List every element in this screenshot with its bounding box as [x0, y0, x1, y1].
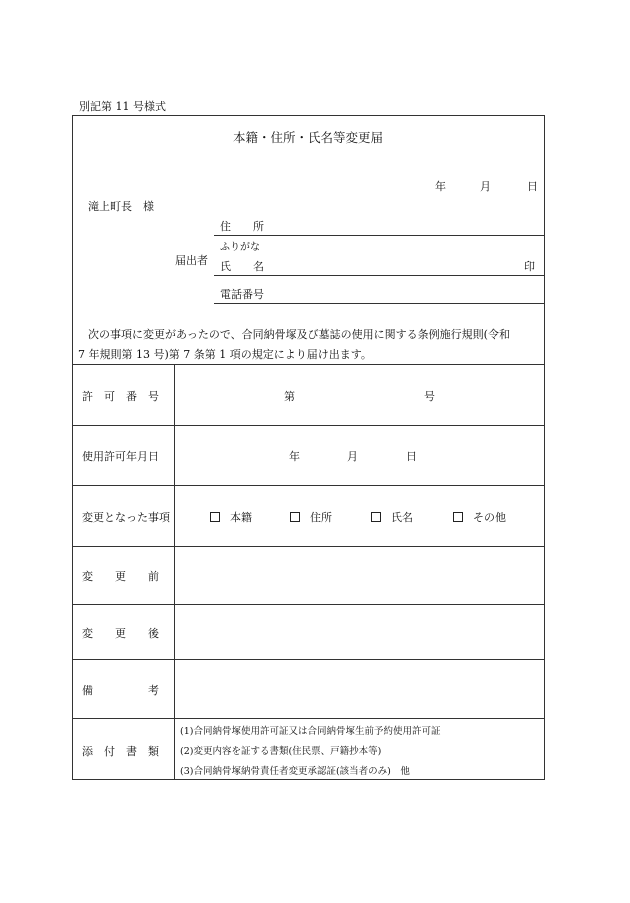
applicant-label: 届出者: [175, 254, 208, 267]
permit-number-go: 号: [424, 390, 435, 403]
checkbox-icon: [210, 512, 220, 522]
checkbox-address[interactable]: [290, 509, 332, 525]
before-label: 変 更 前: [82, 570, 159, 583]
checkbox-honseki[interactable]: [210, 509, 252, 525]
checkbox-label: その他: [473, 511, 506, 524]
table-top-line: [72, 364, 545, 365]
row-divider: [72, 604, 545, 605]
addressee: 滝上町長 様: [88, 200, 154, 213]
date-month-label: 月: [480, 180, 491, 193]
row-divider: [72, 485, 545, 486]
row-divider: [72, 718, 545, 719]
address-label: 住 所: [220, 220, 264, 233]
body-text-line1: 次の事項に変更があったので、合同納骨塚及び墓誌の使用に関する条例施行規則(令和: [88, 328, 510, 341]
permit-number-label: 許 可 番 号: [82, 390, 159, 403]
date-year-label: 年: [435, 180, 446, 193]
form-number: 別記第 11 号様式: [79, 100, 166, 113]
checkbox-icon: [290, 512, 300, 522]
row-divider: [72, 659, 545, 660]
name-line: [214, 275, 545, 276]
after-label: 変 更 後: [82, 627, 159, 640]
remarks-field[interactable]: [176, 661, 543, 716]
checkbox-icon: [453, 512, 463, 522]
attachment-item: (1)合同納骨塚使用許可証又は合同納骨塚生前予約使用許可証: [180, 726, 441, 737]
permit-date-month: 月: [347, 450, 358, 463]
row-divider: [72, 425, 545, 426]
label-column-divider: [174, 364, 175, 780]
after-field[interactable]: [176, 606, 543, 657]
permit-number-dai: 第: [284, 390, 295, 403]
attachment-item: (2)変更内容を証する書類(住民票、戸籍抄本等): [180, 746, 382, 757]
date-day-label: 日: [527, 180, 538, 193]
attachments-label: 添 付 書 類: [82, 745, 159, 758]
phone-line: [214, 303, 545, 304]
checkbox-label: 氏名: [391, 511, 413, 524]
changed-items-label: 変更となった事項: [82, 511, 170, 524]
body-text-line2: 7 年規則第 13 号)第 7 条第 1 項の規定により届け出ます。: [78, 348, 372, 361]
seal-mark: 印: [524, 260, 535, 273]
checkbox-icon: [371, 512, 381, 522]
remarks-label: 備 考: [82, 684, 159, 697]
checkbox-label: 住所: [310, 511, 332, 524]
permit-date-label: 使用許可年月日: [82, 450, 159, 463]
checkbox-other[interactable]: [453, 509, 506, 525]
checkbox-name[interactable]: [371, 509, 413, 525]
furigana-label: ふりがな: [220, 242, 260, 253]
checkbox-label: 本籍: [230, 511, 252, 524]
permit-date-year: 年: [289, 450, 300, 463]
row-divider: [72, 546, 545, 547]
before-field[interactable]: [176, 548, 543, 602]
permit-date-day: 日: [406, 450, 417, 463]
address-line: [214, 235, 545, 236]
attachment-item: (3)合同納骨塚納骨責任者変更承認証(該当者のみ) 他: [180, 766, 410, 777]
form-title: 本籍・住所・氏名等変更届: [233, 130, 384, 145]
name-label: 氏 名: [220, 260, 264, 273]
phone-label: 電話番号: [220, 288, 264, 301]
